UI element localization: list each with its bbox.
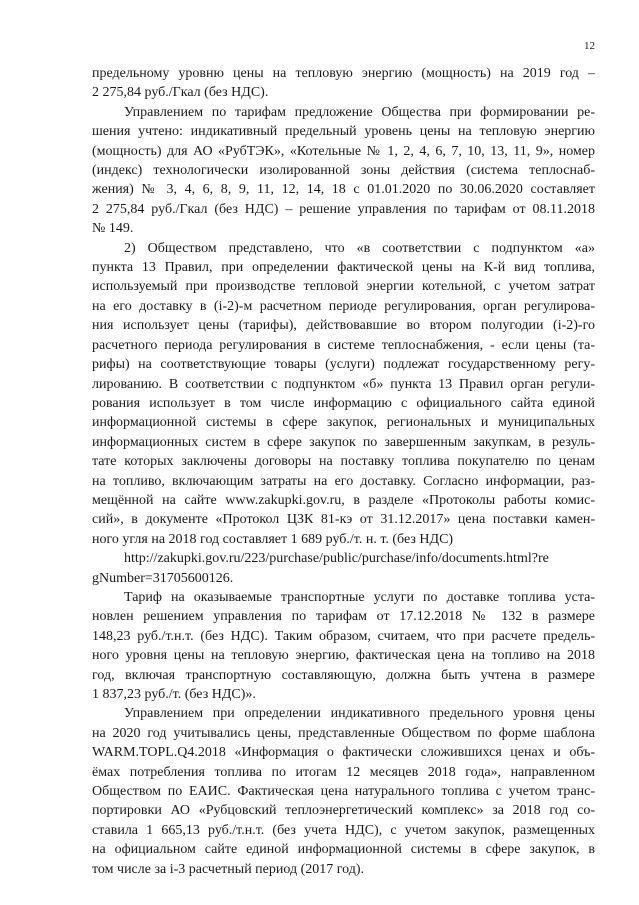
text-line: лированию. В соответствии с подпунктом «б» пункта 13 Правил орган регули- bbox=[92, 376, 595, 392]
text-line: 1 837,23 руб./т. (без НДС)». bbox=[92, 687, 256, 702]
paragraph bbox=[92, 588, 595, 704]
text-line: № 149. bbox=[92, 221, 134, 237]
text-line: ного угля на 2018 год составляет 1 689 руб./т. н. т. (без НДС) bbox=[92, 531, 454, 547]
text-line: Обществом по ЕАИС. Фактическая цена натурального топлива с учетом транс- bbox=[92, 784, 595, 800]
text-line: тате которых заключены договоры на поставку топлива покупателю по ценам bbox=[92, 454, 595, 470]
paragraph bbox=[92, 704, 595, 879]
paragraph bbox=[92, 239, 595, 550]
text-line: 2 275,84 руб./Гкал (без НДС). bbox=[92, 85, 269, 101]
text-line: пункта 13 Правил, при определении фактической цены на К-й вид топлива, bbox=[92, 260, 595, 276]
text-line: на его доставку в (i-2)-м расчетном периоде регулирования, орган регулирова- bbox=[92, 298, 595, 314]
text-line: gNumber=31705600126. bbox=[92, 570, 234, 586]
text-line: сий», в документе «Протокол ЦЗК 81-кэ от 31.12.2017» цена поставки камен- bbox=[92, 512, 595, 528]
text-line: ставила 1 665,13 руб./т.н.т. (без учета НДС), с учетом закупок, размещенных bbox=[92, 822, 595, 838]
text-line: информационной системы в сфере закупок, региональных и муниципальных bbox=[92, 415, 595, 431]
text-line: на официальном сайте единой информационной системы в сфере закупок, в bbox=[92, 842, 595, 858]
text-line: мещённой на сайте www.zakupki.gov.ru, в разделе «Протоколы работы комис- bbox=[92, 492, 595, 508]
paragraph bbox=[92, 64, 595, 103]
text-line: Тариф на оказываемые транспортные услуги по доставке топлива уста- bbox=[124, 589, 595, 605]
text-line: шения учтено: индикативный предельный уровень цены на тепловую энергию bbox=[92, 124, 595, 140]
text-line: предельному уровню цены на тепловую энергию (мощность) на 2019 год – bbox=[92, 66, 595, 81]
text-line: ного уровня цены на тепловую энергию, фактическая цена на топливо на 2018 bbox=[92, 648, 595, 664]
text-line: рифы) на соответствующие товары (услуги) подлежат государственному регу- bbox=[92, 357, 595, 373]
text-line: http://zakupki.gov.ru/223/purchase/public/purchase/info/documents.html?re bbox=[124, 551, 549, 567]
text-line: 2) Обществом представлено, что «в соответствии с подпунктом «а» bbox=[124, 240, 595, 256]
text-line: том числе за i-3 расчетный период (2017 год). bbox=[92, 861, 365, 877]
text-line: жения) № 3, 4, 6, 8, 9, 11, 12, 14, 18 с 01.01.2020 по 30.06.2020 составляет bbox=[92, 182, 595, 198]
text-line: на топливо, включающим затраты на его доставку. Согласно информации, раз- bbox=[92, 473, 595, 489]
paragraph bbox=[92, 103, 595, 239]
page-number: 12 bbox=[584, 40, 595, 52]
text-line: используемый при производстве тепловой энергии котельной, с учетом затрат bbox=[92, 279, 595, 295]
text-line: 2 275,84 руб./Гкал (без НДС) – решение управления по тарифам от 08.11.2018 bbox=[92, 201, 595, 217]
text-line: рования использует в том числе информацию с официального сайта единой bbox=[92, 395, 595, 411]
text-line: 148,23 руб./т.н.т. (без НДС). Таким образом, считаем, что при расчете предель- bbox=[92, 628, 595, 644]
text-line: ёмах потребления топлива по итогам 12 месяцев 2018 года», направленном bbox=[92, 764, 595, 780]
text-line: (индекс) технологически изолированной зоны действия (система теплоснаб- bbox=[92, 163, 595, 179]
text-line: (мощность) для АО «РубТЭК», «Котельные № 1, 2, 4, 6, 7, 10, 13, 11, 9», номер bbox=[92, 143, 595, 159]
text-line: Управлением при определении индикативного предельного уровня цены bbox=[124, 706, 595, 722]
paragraph bbox=[92, 549, 595, 588]
document-body bbox=[92, 64, 595, 879]
text-line: на 2020 год учитывались цены, представленные Обществом по форме шаблона bbox=[92, 725, 595, 741]
text-line: ния использует цены (тарифы), действовавшие во втором полугодии (i-2)-го bbox=[92, 318, 595, 334]
text-line: Управлением по тарифам предложение Общества при формировании ре- bbox=[124, 104, 595, 120]
text-line: WARM.TOPL.Q4.2018 «Информация о фактически сложившихся ценах и объ- bbox=[92, 745, 595, 761]
text-line: информационных систем в сфере закупок по завершенным закупкам, в резуль- bbox=[92, 434, 595, 450]
text-line: новлен решением управления по тарифам от 17.12.2018 № 132 в размере bbox=[92, 609, 595, 625]
text-line: расчетного периода регулирования в системе теплоснабжения, - если цены (та- bbox=[92, 337, 595, 353]
text-line: портировки АО «Рубцовский теплоэнергетический комплекс» за 2018 год со- bbox=[92, 803, 595, 819]
text-line: год, включая транспортную составляющую, должна быть учтена в размере bbox=[92, 667, 595, 683]
